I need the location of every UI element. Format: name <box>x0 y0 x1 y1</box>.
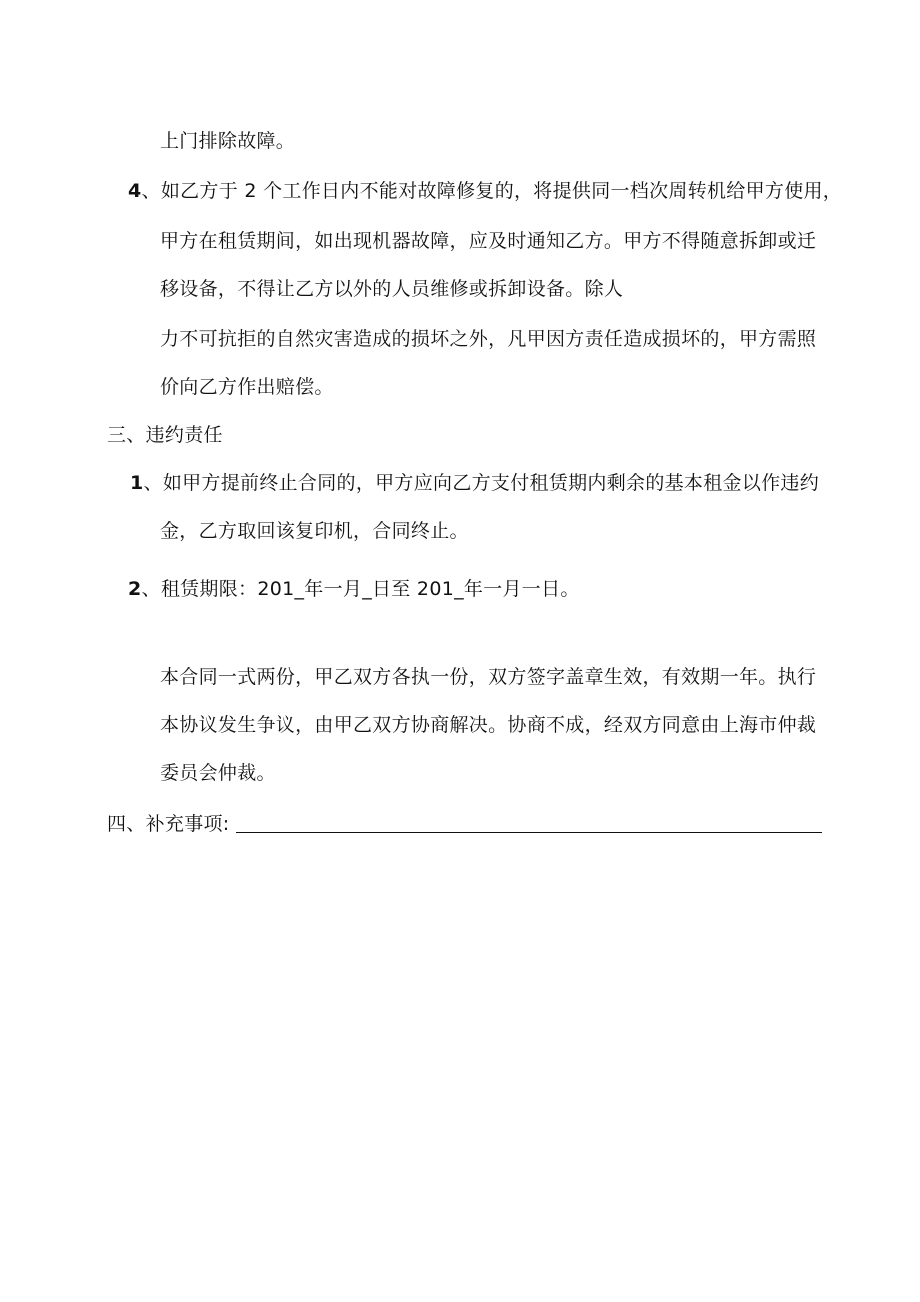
text-line: 移设备，不得让乙方以外的人员维修或拆卸设备。除人 <box>160 278 624 300</box>
section-heading: 四、补充事项: <box>107 813 230 835</box>
section-heading: 三、违约责任 <box>107 424 223 446</box>
text-line: 本合同一式两份，甲乙双方各执一份，双方签字盖章生效，有效期一年。执行 <box>160 666 817 688</box>
item-number: 4 <box>128 180 142 202</box>
fill-in-blank-line[interactable] <box>236 810 822 833</box>
supplementary-section <box>107 810 822 837</box>
text-line: 甲方在租赁期间，如出现机器故障，应及时通知乙方。甲方不得随意拆卸或迁 <box>160 230 817 252</box>
text-line: 上门排除故障。 <box>160 130 296 152</box>
item-number: 1 <box>130 472 144 494</box>
text-line: 本协议发生争议，由甲乙双方协商解决。协商不成，经双方同意由上海市仲裁 <box>160 714 817 736</box>
item-text: 、如乙方于 2 个工作日内不能对故障修复的，将提供同一档次周转机给甲方使用， <box>141 180 843 202</box>
list-item-2 <box>128 576 580 602</box>
text-line: 价向乙方作出赔偿。 <box>160 376 334 398</box>
item-text: 、租赁期限：201_年一月_日至 201_年一月一日。 <box>141 578 580 600</box>
text-line: 金，乙方取回该复印机，合同终止。 <box>160 520 469 542</box>
list-item-4 <box>128 178 842 204</box>
list-item-1 <box>130 470 819 496</box>
item-number: 2 <box>128 578 142 600</box>
text-line: 力不可抗拒的自然灾害造成的损坏之外，凡甲因方责任造成损坏的，甲方需照 <box>160 328 817 350</box>
item-text: 、如甲方提前终止合同的，甲方应向乙方支付租赁期内剩余的基本租金以作违约 <box>143 472 820 494</box>
text-line: 委员会仲裁。 <box>160 762 276 784</box>
